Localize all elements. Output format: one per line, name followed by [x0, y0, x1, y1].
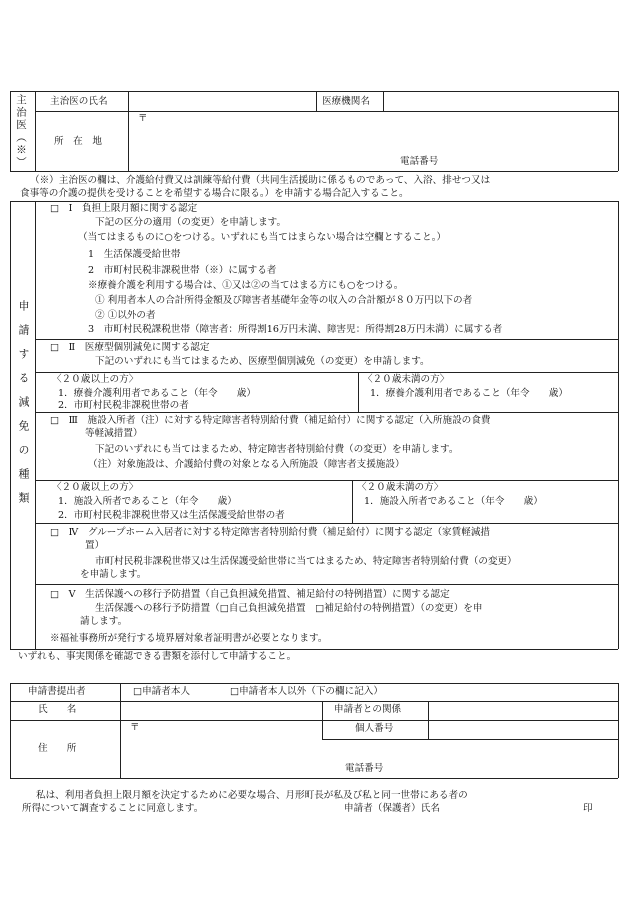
- s3-title: □ Ⅲ 施設入所者（注）に対する特定障害者特別給付費（補足給付）に関する認定（入所施設の食費: [50, 415, 491, 426]
- s1-line6: ① 利用者本人の合計所得金額及び障害者基礎年金等の収入の合計額が８０万円以下の者: [95, 295, 473, 306]
- s3-title2: 等軽減措置）: [85, 428, 143, 439]
- submitter-label: 申請書提出者: [28, 686, 86, 697]
- s3-over20-2: 2．市町村民税非課税世帯又は生活保護受給世帯の者: [58, 510, 285, 521]
- seal-mark: 印: [583, 803, 593, 814]
- s3-line2: （注）対象施設は、介護給付費の対象となる入所施設（障害者支援施設）: [88, 459, 405, 470]
- reduction-side-label: 申請する減免の種類: [17, 300, 30, 516]
- individual-no-field[interactable]: [430, 722, 616, 738]
- institution-label: 医療機関名: [322, 96, 370, 107]
- submitter-address-label: 住 所: [38, 743, 77, 754]
- s2-under20-head: 〈２０歳未満の方〉: [363, 374, 450, 385]
- s3-line1: 下記のいずれにも当てはまるため、特定障害者特別給付費（の変更）を申請します。: [95, 444, 459, 455]
- submitter-postal-mark: 〒: [130, 722, 140, 733]
- s1-line8: 3 市町村民税課税世帯（障害者：所得割16万円未満、障害児：所得割28万円未満）に属する者: [88, 324, 503, 335]
- consent-line2: 所得について調査することに同意します。: [22, 803, 204, 814]
- submitter-name-label: 氏 名: [38, 704, 77, 715]
- doctor-note-line2: 食事等の介護の提供を受けることを希望する場合に限る。）を申請する場合記入すること。: [20, 188, 409, 199]
- s3-over20-1: 1．施設入所者であること（年令 歳）: [58, 496, 237, 507]
- individual-no-label: 個人番号: [355, 723, 394, 734]
- s3-under20-1: 1．施設入所者であること（年令 歳）: [364, 496, 543, 507]
- submitter-name-field[interactable]: [122, 703, 320, 719]
- submitter-phone-label: 電話番号: [345, 763, 384, 774]
- applicant-label: 申請者（保護者）氏名: [344, 803, 440, 814]
- s4-line1: 市町村民税非課税世帯又は生活保護受給世帯に当てはまるため、特定障害者特別給付費（の変更）: [95, 556, 517, 567]
- s1-line3: 1 生活保護受給世帯: [88, 249, 181, 260]
- doctor-note-line1: （※）主治医の欄は、介護給付費又は訓練等給付費（共同生活援助に係るものであって、入浴、排せつ又は: [30, 175, 491, 186]
- s3-under20-head: 〈２０歳未満の方〉: [357, 482, 444, 493]
- phone-label: 電話番号: [400, 156, 439, 167]
- s4-title: □ Ⅳ グループホーム入居者に対する特定障害者特別給付費（補足給付）に関する認定（家賃軽減措: [50, 527, 491, 538]
- doctor-side-label: 主治医（※）: [15, 94, 27, 169]
- s2-over20-1: 1．療養介護利用者であること（年令 歳）: [58, 388, 256, 399]
- s2-under20-1: 1．療養介護利用者であること（年令 歳）: [370, 388, 568, 399]
- relation-label: 申請者との関係: [334, 704, 402, 715]
- s5-line1: 生活保護への移行予防措置（□自己負担減免措置 □補足給付の特例措置）（の変更）を申: [95, 603, 483, 614]
- s1-title: □ Ⅰ 負担上限月額に関する認定: [50, 203, 198, 214]
- doctor-name-label: 主治医の氏名: [50, 96, 108, 107]
- submitter-self-checkbox[interactable]: □申請者本人: [133, 686, 191, 697]
- s1-line5: ※療養介護を利用する場合は、①又は②の当てはまる方にも○をつける。: [88, 280, 404, 291]
- s5-note: ※福祉事務所が発行する境界層対象者証明書が必要となります。: [50, 633, 328, 644]
- s2-over20-2: 2．市町村民税非課税世帯の者: [58, 400, 189, 411]
- submitter-other-checkbox[interactable]: □申請者本人以外（下の欄に記入）: [230, 686, 383, 697]
- s2-line1: 下記のいずれにも当てはまるため、医療型個別減免（の変更）を申請します。: [95, 356, 430, 367]
- s4-line2: を申請します。: [80, 569, 147, 580]
- attach-note: いずれも、事実関係を確認できる書類を添付して申請すること。: [18, 651, 297, 662]
- s2-over20-head: 〈２０歳以上の方〉: [52, 374, 139, 385]
- s4-title2: 置）: [85, 540, 105, 551]
- s1-line7: ② ①以外の者: [95, 310, 156, 321]
- s5-title: □ Ⅴ 生活保護への移行予防措置（自己負担減免措置、補足給付の特例措置）に関する認定: [50, 589, 450, 600]
- s5-line2: 請します。: [80, 616, 128, 627]
- s2-title: □ Ⅱ 医療型個別減免に関する認定: [50, 342, 210, 353]
- s1-line2: （当てはまるものに○をつける。いずれにも当てはまらない場合は空欄とすること。）: [78, 232, 447, 243]
- postal-mark: 〒: [138, 113, 148, 124]
- relation-field[interactable]: [430, 703, 616, 719]
- consent-line1: 私は、利用者負担上限月額を決定するために必要な場合、月形町長が私及び私と同一世帯にある者の: [36, 790, 468, 801]
- address-label: 所 在 地: [54, 136, 102, 147]
- s3-over20-head: 〈２０歳以上の方〉: [52, 482, 139, 493]
- s1-line4: 2 市町村民税非課税世帯（※）に属する者: [88, 265, 277, 276]
- s1-line1: 下記の区分の適用（の変更）を申請します。: [95, 217, 287, 228]
